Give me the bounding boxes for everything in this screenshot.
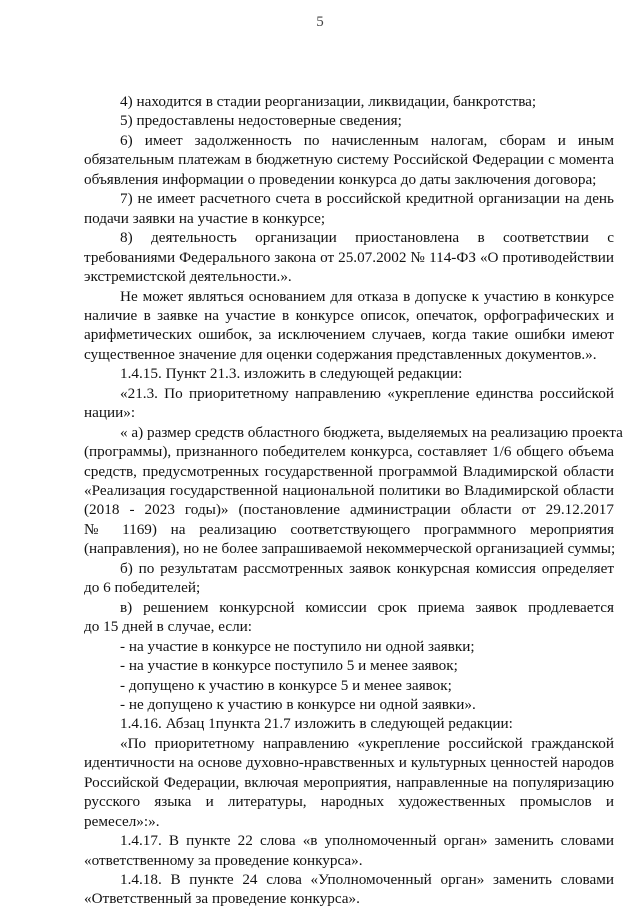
- text-line: - на участие в конкурсе поступило 5 и менее заявок;: [120, 657, 458, 675]
- text-line: 4) находится в стадии реорганизации, ликвидации, банкротства;: [120, 93, 537, 110]
- text-line: нации»:: [84, 404, 136, 422]
- text-line: 8) деятельность организации приостановлена в соответствии с: [120, 229, 614, 247]
- text-line: (программы), признанного победителем конкурса, составляет 1/6 общего объема: [84, 443, 614, 461]
- text-line: до 6 победителей;: [84, 579, 201, 597]
- text-line: Не может являться основанием для отказа в допуске к участию в конкурсе: [120, 287, 614, 305]
- text-line: арифметических ошибок, за исключением случаев, когда такие ошибки имеют: [84, 326, 614, 344]
- text-line: обязательным платежам в бюджетную систему Российской Федерации с момента: [84, 151, 614, 169]
- text-line: 5) предоставлены недостоверные сведения;: [120, 112, 402, 130]
- text-line: «По приоритетному направлению «укрепление российской гражданской: [120, 734, 614, 752]
- text-line: 1.4.18. В пункте 24 слова «Уполномоченный орган» заменить словами: [120, 871, 614, 888]
- text-line: наличие в заявке на участие в конкурсе описок, опечаток, орфографических и: [84, 306, 614, 324]
- text-line: в) решением конкурсной комиссии срок приема заявок продлевается: [120, 598, 614, 616]
- text-line: № 1169) на реализацию соответствующего программного мероприятия: [84, 520, 614, 538]
- text-line: ремесел»:».: [84, 812, 160, 830]
- text-line: до 15 дней в случае, если:: [84, 618, 253, 636]
- text-line: - на участие в конкурсе не поступило ни одной заявки;: [120, 637, 475, 655]
- text-line: 7) не имеет расчетного счета в российской кредитной организации на день: [120, 190, 614, 208]
- text-line: «21.3. По приоритетному направлению «укрепление единства российской: [120, 384, 614, 402]
- text-line: идентичности на основе духовно-нравственных и культурных ценностей народов: [84, 754, 614, 772]
- text-line: 1.4.17. В пункте 22 слова «в уполномоченный орган» заменить словами: [120, 832, 614, 850]
- text-line: экстремистской деятельности.».: [84, 268, 292, 286]
- text-line: объявления информации о проведении конкурса до даты заключения договора;: [84, 170, 597, 188]
- text-line: (2018 - 2023 годы)» (постановление администрации области от 29.12.2017: [84, 501, 614, 519]
- text-line: Российской Федерации, включая мероприятия, направленные на популяризацию: [84, 773, 614, 791]
- text-line: «Ответственный за проведение конкурса».: [84, 890, 360, 908]
- text-line: (направления), но не более запрашиваемой некоммерческой организацией суммы;: [84, 540, 616, 558]
- text-line: требованиями Федерального закона от 25.07.2002 № 114-ФЗ «О противодействии: [84, 248, 614, 266]
- text-line: существенное значение для оценки содержания представленных документов.».: [84, 345, 597, 363]
- text-line: 1.4.16. Абзац 1пункта 21.7 изложить в следующей редакции:: [120, 715, 513, 733]
- text-line: «Реализация государственной национальной политики во Владимирской области: [84, 482, 614, 499]
- text-line: «ответственному за проведение конкурса».: [84, 851, 363, 869]
- page-number: 5: [316, 14, 324, 30]
- text-line: 6) имеет задолженность по начисленным налогам, сборам и иным: [120, 131, 614, 149]
- text-line: русского языка и литературы, народных художественных промыслов и: [84, 793, 614, 811]
- text-line: б) по результатам рассмотренных заявок конкурсная комиссия определяет: [120, 559, 614, 577]
- text-line: - не допущено к участию в конкурсе ни одной заявки».: [120, 695, 476, 713]
- text-line: - допущено к участию в конкурсе 5 и менее заявок;: [120, 676, 452, 694]
- text-line: средств, предусмотренных государственной программой Владимирской области: [84, 462, 614, 480]
- text-line: подачи заявки на участие в конкурсе;: [84, 209, 326, 227]
- text-line: « а) размер средств областного бюджета, выделяемых на реализацию проекта: [120, 423, 623, 441]
- text-line: 1.4.15. Пункт 21.3. изложить в следующей редакции:: [120, 365, 463, 383]
